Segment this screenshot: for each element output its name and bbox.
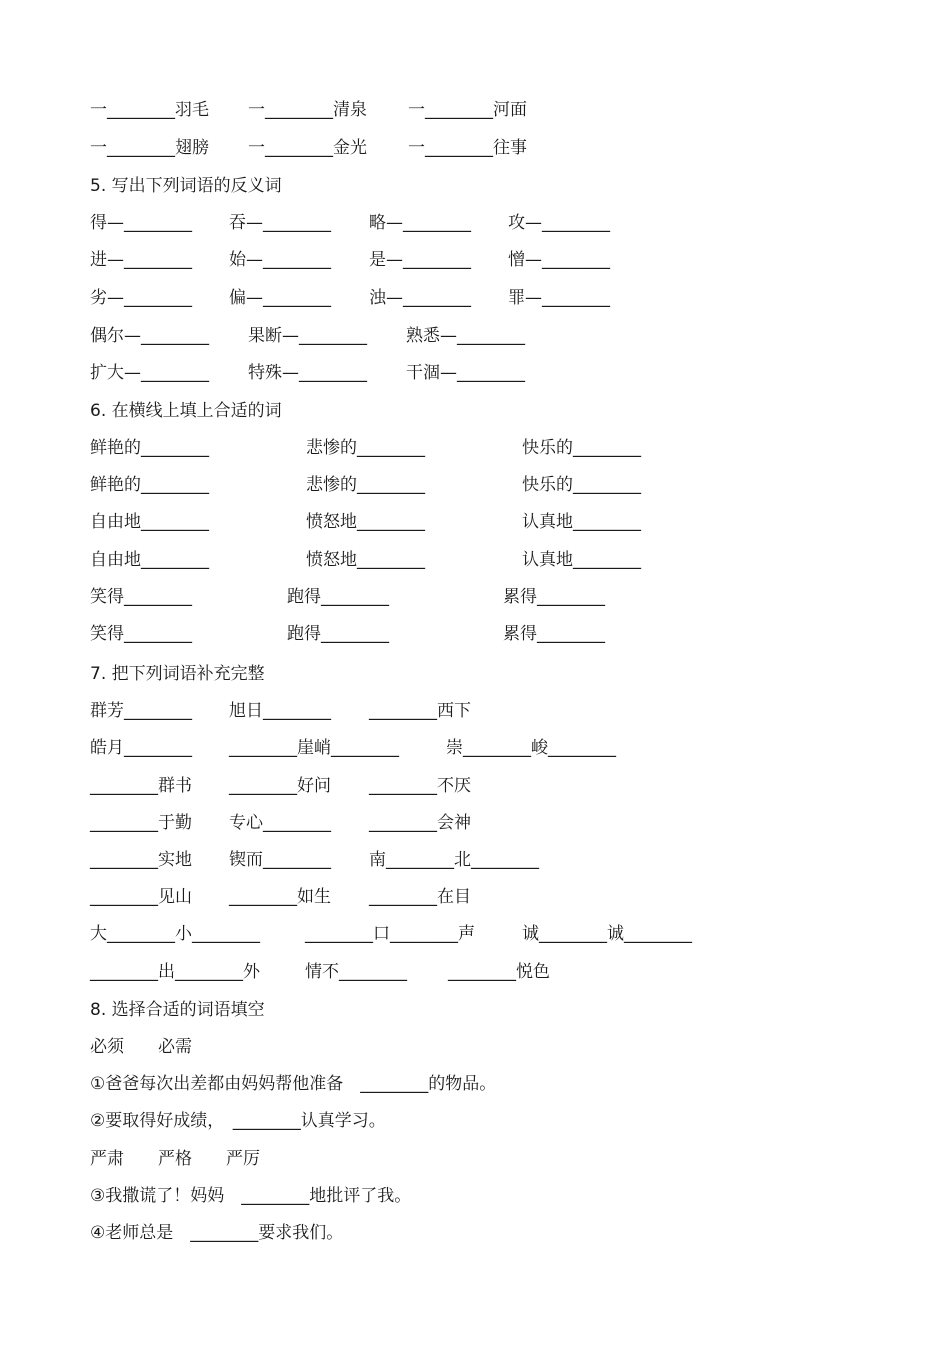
fill-item[interactable]: 跑得________ xyxy=(287,587,389,607)
q8-heading: 8. 选择合适的词语填空 xyxy=(90,1000,265,1020)
fill-item[interactable]: 专心________ xyxy=(229,813,331,833)
fill-item[interactable]: ________实地 xyxy=(90,850,192,870)
fill-item[interactable]: 扩大—________ xyxy=(90,363,209,383)
fill-item[interactable]: ________在目 xyxy=(369,887,471,907)
fill-item[interactable]: 得—________ xyxy=(90,213,192,233)
fill-item[interactable]: 劣—________ xyxy=(90,288,192,308)
q6-heading: 6. 在横线上填上合适的词 xyxy=(90,401,282,421)
q5-heading: 5. 写出下列词语的反义词 xyxy=(90,176,282,196)
fill-item[interactable]: 罪—________ xyxy=(508,288,610,308)
fill-item[interactable]: 情不________ xyxy=(305,962,407,982)
fill-item[interactable]: ________好问 xyxy=(229,776,331,796)
fill-item[interactable]: 一________金光 xyxy=(248,138,367,158)
fill-item[interactable]: 浊—________ xyxy=(369,288,471,308)
fill-item[interactable]: 果断—________ xyxy=(248,326,367,346)
fill-item[interactable]: 偏—________ xyxy=(229,288,331,308)
fill-item[interactable]: 跑得________ xyxy=(287,624,389,644)
fill-item[interactable]: 累得________ xyxy=(503,624,605,644)
fill-item[interactable]: 笑得________ xyxy=(90,624,192,644)
fill-item[interactable]: 一________往事 xyxy=(408,138,527,158)
fill-item[interactable]: 累得________ xyxy=(503,587,605,607)
q7-heading: 7. 把下列词语补充完整 xyxy=(90,664,265,684)
fill-item[interactable]: 一________翅膀 xyxy=(90,138,209,158)
fill-item[interactable]: 略—________ xyxy=(369,213,471,233)
fill-item[interactable]: 鲜艳的________ xyxy=(90,475,209,495)
fill-item[interactable]: ________如生 xyxy=(229,887,331,907)
q8-word-choices-1: 必须 必需 xyxy=(90,1037,192,1057)
fill-item[interactable]: 进—________ xyxy=(90,250,192,270)
q8-word-choices-2: 严肃 严格 严厉 xyxy=(90,1149,260,1169)
fill-item[interactable]: 崇________峻________ xyxy=(446,738,616,758)
fill-item[interactable]: 诚________诚________ xyxy=(522,924,692,944)
fill-item[interactable]: ________悦色 xyxy=(448,962,550,982)
fill-item[interactable]: 吞—________ xyxy=(229,213,331,233)
fill-item[interactable]: 大________小________ xyxy=(90,924,260,944)
fill-item[interactable]: 攻—________ xyxy=(508,213,610,233)
fill-item[interactable]: ________崖峭________ xyxy=(229,738,399,758)
fill-item[interactable]: 快乐的________ xyxy=(522,475,641,495)
fill-item[interactable]: 偶尔—________ xyxy=(90,326,209,346)
fill-item[interactable]: 认真地________ xyxy=(522,550,641,570)
fill-item[interactable]: 愤怒地________ xyxy=(306,550,425,570)
fill-item[interactable]: ________见山 xyxy=(90,887,192,907)
fill-item[interactable]: 自由地________ xyxy=(90,550,209,570)
fill-item[interactable]: 群芳________ xyxy=(90,701,192,721)
fill-item[interactable]: 始—________ xyxy=(229,250,331,270)
fill-item[interactable]: ________于勤 xyxy=(90,813,192,833)
fill-item[interactable]: 悲惨的________ xyxy=(306,475,425,495)
fill-item[interactable]: 熟悉—________ xyxy=(406,326,525,346)
fill-item[interactable]: 自由地________ xyxy=(90,512,209,532)
fill-item[interactable]: 快乐的________ xyxy=(522,438,641,458)
fill-item[interactable]: ________口________声 xyxy=(305,924,475,944)
fill-item[interactable]: ________会神 xyxy=(369,813,471,833)
fill-item[interactable]: 憎—________ xyxy=(508,250,610,270)
q8-sentence-2[interactable]: ②要取得好成绩， ________认真学习。 xyxy=(90,1111,386,1131)
fill-item[interactable]: 愤怒地________ xyxy=(306,512,425,532)
q8-sentence-3[interactable]: ③我撒谎了！妈妈 ________地批评了我。 xyxy=(90,1186,412,1206)
fill-item[interactable]: 一________清泉 xyxy=(248,100,367,120)
fill-item[interactable]: 干涸—________ xyxy=(406,363,525,383)
fill-item[interactable]: 旭日________ xyxy=(229,701,331,721)
fill-item[interactable]: ________出________外 xyxy=(90,962,260,982)
fill-item[interactable]: 特殊—________ xyxy=(248,363,367,383)
fill-item[interactable]: ________西下 xyxy=(369,701,471,721)
fill-item[interactable]: 一________羽毛 xyxy=(90,100,209,120)
q8-sentence-4[interactable]: ④老师总是 ________要求我们。 xyxy=(90,1223,344,1243)
fill-item[interactable]: 锲而________ xyxy=(229,850,331,870)
fill-item[interactable]: ________群书 xyxy=(90,776,192,796)
fill-item[interactable]: 悲惨的________ xyxy=(306,438,425,458)
fill-item[interactable]: 一________河面 xyxy=(408,100,527,120)
fill-item[interactable]: 南________北________ xyxy=(369,850,539,870)
fill-item[interactable]: 皓月________ xyxy=(90,738,192,758)
fill-item[interactable]: ________不厌 xyxy=(369,776,471,796)
fill-item[interactable]: 笑得________ xyxy=(90,587,192,607)
fill-item[interactable]: 认真地________ xyxy=(522,512,641,532)
fill-item[interactable]: 是—________ xyxy=(369,250,471,270)
fill-item[interactable]: 鲜艳的________ xyxy=(90,438,209,458)
q8-sentence-1[interactable]: ①爸爸每次出差都由妈妈帮他准备 ________的物品。 xyxy=(90,1074,497,1094)
